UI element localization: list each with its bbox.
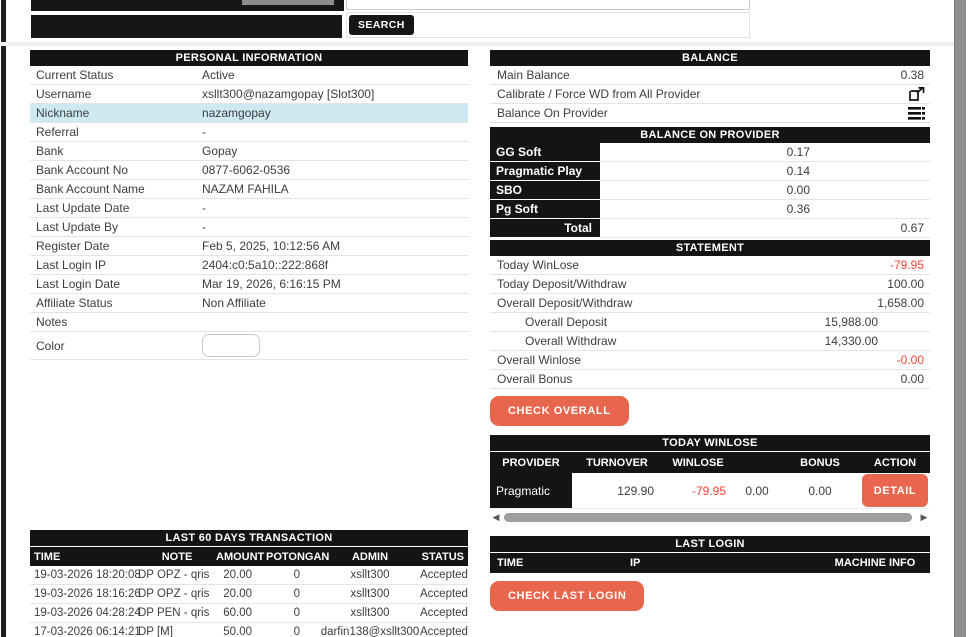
field-label: Bank [36, 144, 64, 158]
provider-name: SBO [490, 181, 600, 200]
tx-amount: 50.00 [223, 626, 252, 637]
turnover-cell: 129.90 [617, 484, 654, 498]
provider-name: GG Soft [490, 143, 600, 162]
row-affiliate-status [30, 294, 468, 313]
provider-cell: Pragmatic [490, 473, 572, 508]
personal-information-title: PERSONAL INFORMATION [30, 50, 468, 66]
sidebar-edge [1, 0, 6, 637]
extra-cell: 0.00 [745, 484, 769, 498]
field-value: 0877-6062-0536 [202, 163, 291, 177]
tx-admin: darfin138@xsllt300 [320, 626, 420, 637]
field-label: Color [36, 338, 65, 353]
provider-balance: 0.00 [600, 181, 820, 200]
tx-amount: 20.00 [223, 569, 252, 581]
field-value: 100.00 [887, 277, 924, 291]
row-last-login-ip [30, 256, 468, 275]
transaction-row [30, 566, 468, 585]
field-label: Register Date [36, 239, 110, 253]
transaction-row [30, 585, 468, 604]
field-value: Mar 19, 2026, 6:16:15 PM [202, 277, 341, 291]
row-overall-bonus [490, 370, 930, 389]
row-overall-withdraw [490, 332, 930, 351]
col-machine-info: MACHINE INFO [834, 557, 916, 569]
field-label: Last Login Date [36, 277, 121, 291]
provider-extra-cell [820, 162, 930, 181]
tx-status: Accepted [420, 569, 468, 581]
transaction-row [30, 623, 468, 637]
field-value: NAZAM FAHILA [202, 182, 289, 196]
tx-status: Accepted [420, 607, 468, 619]
row-last-login-date [30, 275, 468, 294]
row-register-date [30, 237, 468, 256]
field-value: Feb 5, 2025, 10:12:56 AM [202, 239, 341, 253]
today-winlose-title: TODAY WINLOSE [490, 435, 930, 451]
tx-potongan: 0 [293, 607, 300, 619]
statement-title: STATEMENT [490, 240, 930, 256]
check-overall-button[interactable]: CHECK OVERALL [490, 396, 629, 426]
field-value: Non Affiliate [202, 296, 266, 310]
tx-potongan: 0 [293, 626, 300, 637]
balance-title: BALANCE [490, 50, 930, 66]
field-label: Username [36, 87, 92, 101]
last-login-panel [490, 536, 930, 611]
today-winlose-header-row [490, 452, 930, 473]
field-label: Overall Bonus [497, 372, 573, 386]
provider-total-row [490, 219, 930, 238]
last-login-title: LAST LOGIN [490, 536, 930, 552]
field-value: - [202, 201, 206, 215]
col-winlose: WINLOSE [672, 456, 724, 469]
divider [0, 42, 954, 46]
tx-admin: xsllt300 [350, 588, 390, 600]
field-value: -0.00 [896, 353, 924, 367]
row-overall-winlose [490, 351, 930, 370]
field-label: Calibrate / Force WD from All Provider [497, 87, 701, 101]
field-value: 0.00 [900, 372, 924, 386]
field-value: 1,658.00 [877, 296, 924, 310]
scroll-left-icon[interactable]: ◀ [492, 512, 500, 522]
field-label: Bank Account Name [36, 182, 145, 196]
row-referral [30, 123, 468, 142]
transactions-header-row [30, 547, 468, 566]
transactions-title: LAST 60 DAYS TRANSACTION [30, 530, 468, 546]
col-amount: AMOUNT [216, 550, 265, 563]
row-notes [30, 313, 468, 332]
provider-list-icon[interactable] [908, 107, 930, 120]
tx-time: 19-03-2026 04:28:24 [34, 607, 141, 619]
row-main-balance [490, 66, 930, 85]
row-overall-deposit [490, 313, 930, 332]
col-note: NOTE [161, 550, 193, 563]
total-value: 0.67 [820, 219, 930, 238]
field-value: - [202, 125, 206, 139]
field-label: Current Status [36, 68, 114, 82]
horizontal-scrollbar[interactable] [490, 511, 930, 523]
col-status: STATUS [421, 550, 464, 563]
provider-balance: 0.17 [600, 143, 820, 162]
row-today-deposit-withdraw [490, 275, 930, 294]
today-winlose-data-row [490, 473, 930, 509]
field-label: Notes [36, 315, 68, 329]
tx-time: 19-03-2026 18:16:26 [34, 588, 141, 600]
field-label: Referral [36, 125, 79, 139]
tx-admin: xsllt300 [350, 607, 390, 619]
field-value: xsllt300@nazamgopay [Slot300] [202, 87, 375, 101]
tx-time: 17-03-2026 06:14:21 [34, 626, 141, 637]
search-input[interactable] [346, 0, 750, 10]
field-label: Overall Deposit/Withdraw [497, 296, 633, 310]
tx-note: DP PEN - qris [138, 607, 210, 619]
field-value: 2404:c0:5a10::222:868f [202, 258, 329, 272]
total-spacer [600, 219, 820, 238]
col-action: ACTION [873, 456, 917, 469]
row-last-update-by [30, 218, 468, 237]
provider-balance: 0.36 [600, 200, 820, 219]
tx-amount: 60.00 [223, 607, 252, 619]
field-value: 14,330.00 [824, 334, 878, 348]
provider-extra-cell [820, 143, 930, 162]
tx-time: 19-03-2026 18:20:08 [34, 569, 141, 581]
row-current-status [30, 66, 468, 85]
scroll-right-icon[interactable]: ▶ [920, 512, 928, 522]
today-winlose-panel [490, 435, 930, 523]
row-bank [30, 142, 468, 161]
tx-potongan: 0 [293, 588, 300, 600]
field-label: Bank Account No [36, 163, 129, 177]
field-value: -79.95 [889, 258, 924, 272]
last-login-header-row [490, 553, 930, 573]
provider-extra-cell [820, 181, 930, 200]
field-label: Overall Withdraw [525, 334, 617, 348]
col-bonus: BONUS [800, 456, 840, 469]
field-label: Today Deposit/Withdraw [497, 277, 627, 291]
field-label: Nickname [36, 106, 90, 120]
provider-name: Pg Soft [490, 200, 600, 219]
field-value: Gopay [202, 144, 238, 158]
tx-note: DP OPZ - qris [138, 588, 210, 600]
tx-admin: xsllt300 [350, 569, 390, 581]
balance-panel [490, 50, 930, 611]
field-label: Last Update Date [36, 201, 130, 215]
tx-amount: 20.00 [223, 588, 252, 600]
search-filter-field-2[interactable] [31, 15, 342, 38]
provider-row [490, 200, 930, 219]
col-turnover: TURNOVER [586, 456, 648, 469]
bonus-cell: 0.00 [808, 484, 832, 498]
field-label: Balance On Provider [497, 106, 608, 120]
winlose-cell: -79.95 [691, 484, 726, 498]
field-label: Affiliate Status [36, 296, 113, 310]
col-provider: PROVIDER [502, 456, 560, 469]
row-username [30, 85, 468, 104]
search-button[interactable]: SEARCH [349, 15, 414, 35]
provider-extra-cell [820, 200, 930, 219]
provider-name: Pragmatic Play [490, 162, 600, 181]
detail-button[interactable]: DETAIL [862, 474, 928, 507]
search-panel [346, 12, 750, 38]
tx-note: DP [M] [138, 626, 173, 637]
personal-information-panel [30, 50, 468, 360]
field-label: Last Login IP [36, 258, 107, 272]
search-filter-field-1[interactable] [31, 0, 344, 11]
scrollbar-thumb[interactable] [504, 513, 912, 522]
provider-row [490, 181, 930, 200]
tx-status: Accepted [420, 588, 468, 600]
field-label: Main Balance [497, 68, 570, 82]
color-input[interactable] [202, 334, 260, 357]
provider-row [490, 143, 930, 162]
tx-note: DP OPZ - qris [138, 569, 210, 581]
row-balance-on-provider [490, 104, 930, 123]
row-color [30, 332, 468, 360]
row-overall-deposit-withdraw [490, 294, 930, 313]
force-withdraw-icon[interactable] [909, 87, 930, 101]
filter-scrollbar[interactable] [242, 0, 334, 5]
field-value: 15,988.00 [824, 315, 878, 329]
balance-on-provider-table [490, 127, 930, 238]
field-label: Overall Winlose [497, 353, 582, 367]
row-today-winlose [490, 256, 930, 275]
col-admin: ADMIN [351, 550, 389, 563]
provider-row [490, 162, 930, 181]
provider-balance: 0.14 [600, 162, 820, 181]
field-label: Today WinLose [497, 258, 580, 272]
check-last-login-button[interactable]: CHECK LAST LOGIN [490, 581, 644, 611]
row-bank-account-name [30, 180, 468, 199]
col-potongan: POTONGAN [266, 550, 330, 563]
col-ip: IP [630, 557, 641, 569]
row-bank-account-no [30, 161, 468, 180]
tx-status: Accepted [420, 626, 468, 637]
field-value: Active [202, 68, 235, 82]
transaction-row [30, 604, 468, 623]
field-label: Overall Deposit [525, 315, 608, 329]
total-label: Total [490, 219, 600, 238]
row-last-update-date [30, 199, 468, 218]
vertical-scrollbar[interactable] [954, 0, 966, 637]
statement-panel [490, 240, 930, 426]
tx-potongan: 0 [293, 569, 300, 581]
balance-on-provider-title: BALANCE ON PROVIDER [490, 127, 930, 143]
field-value: nazamgopay [202, 106, 271, 120]
row-calibrate-force-wd [490, 85, 930, 104]
col-time: TIME [497, 557, 524, 569]
field-label: Last Update By [36, 220, 119, 234]
field-value: 0.38 [900, 68, 924, 82]
col-time: TIME [34, 550, 61, 563]
transactions-panel [30, 530, 468, 637]
row-nickname [30, 104, 468, 123]
field-value: - [202, 220, 206, 234]
